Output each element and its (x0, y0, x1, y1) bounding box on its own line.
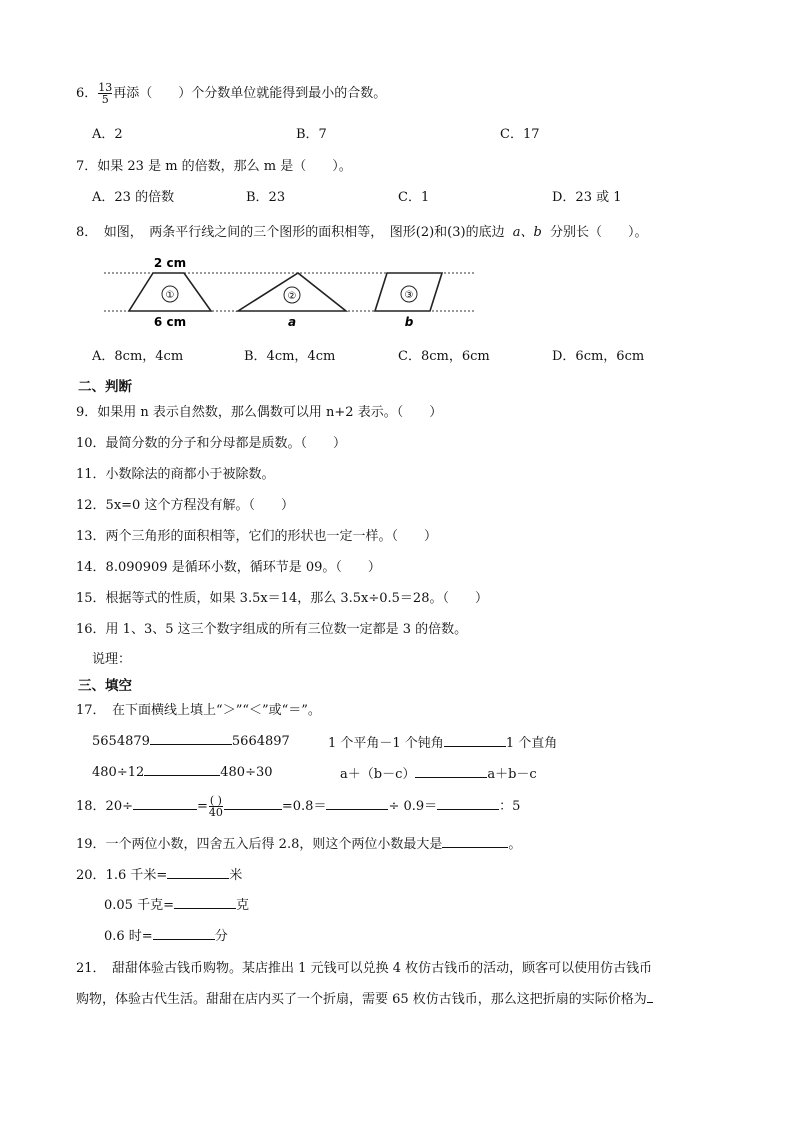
q8-option-a: A．8cm，4cm (92, 349, 184, 364)
q19-blank[interactable] (442, 835, 508, 848)
judge-item-12: 12．5x=0 这个方程没有解。（ ） (76, 498, 294, 513)
q6-option-a: A．2 (92, 127, 123, 142)
section-judge-heading: 二、判断 (78, 379, 132, 395)
q21-blank[interactable] (647, 990, 653, 1003)
judge-item-16: 16．用 1、3、5 这三个数字组成的所有三位数一定都是 3 的倍数。 (76, 622, 468, 637)
q8-option-c: C．8cm，6cm (398, 349, 490, 364)
judge-item-9: 9．如果用 n 表示自然数，那么偶数可以用 n+2 表示。（ ） (76, 405, 443, 420)
q17-compare-d: a＋（b－c） a＋b－c (340, 767, 537, 782)
q17-blank-c[interactable] (144, 763, 220, 776)
q18-fraction: $\frac{( )}{40}$ (208, 794, 223, 819)
q6-option-c: C．17 (500, 127, 540, 142)
q6-text: 再添（ ）个分数单位就能得到最小的合数。 (113, 86, 387, 101)
judge-item-11: 11．小数除法的商都小于被除数。 (76, 467, 275, 482)
q6-fraction: $\frac{13}{5}$ (98, 81, 113, 106)
q17-compare-a: 5654879 5664897 (92, 734, 290, 749)
q20-blank-3[interactable] (153, 927, 215, 940)
question-6 (76, 82, 386, 105)
q6-number: 6． (76, 86, 98, 101)
q8-vars: a、b (512, 225, 542, 240)
base-b-label: b (404, 315, 414, 329)
q18-blank-4[interactable] (437, 797, 499, 810)
question-20-line-2: 0.05 千克= 克 (104, 898, 249, 913)
section-fill-heading: 三、填空 (78, 678, 132, 694)
question-8: 8． 如图， 两条平行线之间的三个图形的面积相等， 图形(2)和(3)的底边 a、b 分别长（ ）。 (76, 225, 648, 240)
shape-3-label: ③ (404, 290, 414, 301)
q18-blank-2[interactable] (224, 797, 282, 810)
q7-option-a: A．23 的倍数 (92, 190, 175, 205)
q7-option-c: C．1 (398, 190, 430, 205)
question-18: 18．20÷ = $\frac{( )}{40}$ =0.8＝ ÷ 0.9＝ ：5 (76, 794, 521, 819)
bottom-length-label: 6 cm (153, 315, 187, 329)
question-7: 7．如果 23 是 m 的倍数，那么 m 是（ ）。 (76, 159, 352, 174)
question-19: 19．一个两位小数，四舍五入后得 2.8，则这个两位小数最大是 。 (76, 837, 522, 852)
base-a-label: a (287, 315, 297, 329)
q17-compare-c: 480÷12 480÷30 (92, 765, 273, 780)
top-length-label: 2 cm (153, 256, 187, 270)
question-20-line-3: 0.6 时= 分 (104, 929, 228, 944)
q17-blank-a[interactable] (150, 732, 232, 745)
q8-option-b: B．4cm，4cm (244, 349, 336, 364)
q20-blank-2[interactable] (174, 896, 236, 909)
question-17: 17． 在下面横线上填上“＞”“＜”或“＝”。 (76, 703, 321, 718)
q20-blank-1[interactable] (167, 866, 229, 879)
judge-item-15: 15．根据等式的性质，如果 3.5x＝14，那么 3.5x÷0.5＝28。（ ） (76, 591, 488, 606)
q17-blank-d[interactable] (415, 765, 487, 778)
question-21-line-2: 购物，体验古代生活。甜甜在店内买了一个折扇，需要 65 枚仿古钱币，那么这把折扇的实际价格为 (76, 988, 653, 1007)
shape-2-label: ② (287, 291, 297, 302)
shape-1-label: ① (165, 290, 175, 301)
judge-item-10: 10．最简分数的分子和分母都是质数。（ ） (76, 436, 347, 451)
q8-figure (100, 253, 480, 333)
question-20-line-1: 20．1.6 千米= 米 (76, 868, 243, 883)
judge-item-13: 13．两个三角形的面积相等，它们的形状也一定一样。（ ） (76, 529, 438, 544)
q7-option-b: B．23 (246, 190, 286, 205)
q16-note: 说理： (92, 652, 132, 667)
q8-option-d: D．6cm，6cm (552, 349, 645, 364)
judge-item-14: 14．8.090909 是循环小数，循环节是 09。（ ） (76, 560, 381, 575)
q18-blank-1[interactable] (133, 797, 197, 810)
question-21-line-1: 21． 甜甜体验古钱币购物。某店推出 1 元钱可以兑换 4 枚仿古钱币的活动，顾客可以使用仿古钱币 (76, 961, 653, 976)
q17-compare-b: 1 个平角－1 个钝角 1 个直角 (328, 736, 558, 751)
q7-option-d: D．23 或 1 (552, 190, 622, 205)
q17-blank-b[interactable] (444, 734, 506, 747)
q6-option-b: B．7 (296, 127, 327, 142)
q18-blank-3[interactable] (326, 797, 388, 810)
